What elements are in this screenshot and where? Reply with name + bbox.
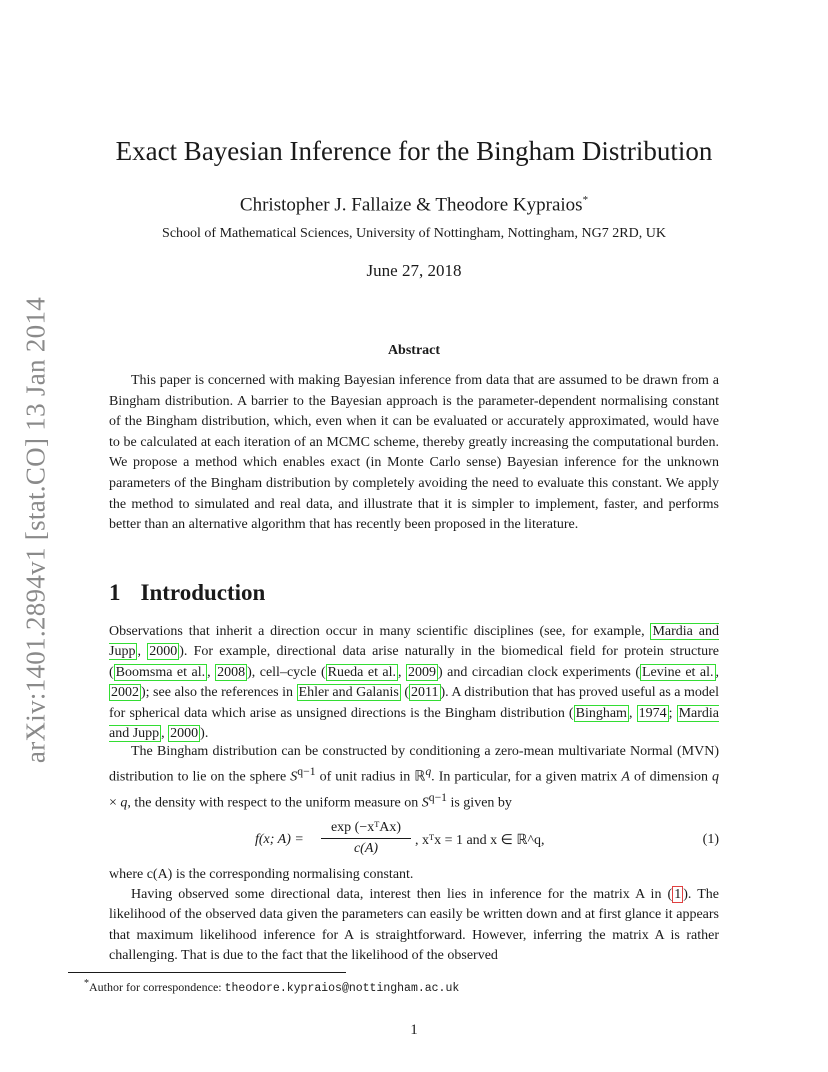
citation-link[interactable]: Mardia and Jupp xyxy=(109,705,720,742)
intro-paragraph-2: The Bingham distribution can be constructed by conditioning a zero-mean multivariate Normal (MVN) distribution to lie on the sphere $S^{q-1}$ of unit radius in ℝ$^q$. In particular, for a given matrix A of dimension q × q, the density with respect to the uniform measure on $S^{q-1}$ is given by xyxy=(109,744,719,812)
equation-lhs: f(x; A) = xyxy=(255,832,304,847)
citation-link[interactable]: Levine et al. xyxy=(641,664,714,680)
intro-paragraph-3: where c(A) is the corresponding normalising constant. xyxy=(109,867,414,882)
citation-year-link[interactable]: 2000 xyxy=(149,644,178,660)
text-run: Having observed some directional data, interest then lies in inference for the matrix A in ( xyxy=(131,887,673,902)
text-run: ). A distribution that has proved useful as a model for spherical data which arise as unsigned directions is the Bingham distribution ( xyxy=(109,685,719,721)
citation-link[interactable]: Ehler and Galanis xyxy=(298,685,399,701)
equation-denominator: c(A) xyxy=(353,841,379,856)
text-run: of dimension xyxy=(629,770,712,786)
intro-paragraph-4 xyxy=(109,885,719,967)
equation-condition: , xᵀx = 1 and x ∈ ℝ^q, xyxy=(415,833,545,848)
date: June 27, 2018 xyxy=(366,261,462,280)
footnote-marker[interactable]: * xyxy=(582,194,589,206)
text-run: ); see also the references in xyxy=(141,685,297,701)
text-run: of unit radius in xyxy=(315,770,415,786)
text-run: , the density with respect to the uniform measure on xyxy=(127,796,422,812)
footnote-text: Author for correspondence: xyxy=(89,980,225,994)
abstract-heading: Abstract xyxy=(387,343,441,358)
footnote-mark: * xyxy=(84,978,89,989)
equation-number: (1) xyxy=(702,832,719,847)
affiliation: School of Mathematical Sciences, University of Nottingham, Nottingham, NG7 2RD, UK xyxy=(162,226,666,241)
abstract-text: This paper is concerned with making Bayesian inference from data that are assumed to be drawn from a Bingham distribution. A barrier to the Bayesian approach is the parameter-dependent normalising constant of the Bingham distribution, which, even when it can be evaluated or accurately approximated, would have to be calculated at each iteration of an MCMC scheme, thereby greatly increasing the computational burden. We propose a method which enables exact (in Monte Carlo sense) Bayesian inference for the unknown parameters of the Bingham distribution by completely avoiding the need to evaluate this constant. We apply the method to simulated and real data, and illustrate that it is simpler to implement, faster, and performs better than an alternative algorithm that has recently been proposed in the literature. xyxy=(109,373,719,533)
intro-paragraph-1: Observations that inherit a direction occur in many scientific disciplines (see, for example, Mardia and Jupp , 2000 ). For example, directional data arise naturally in the biomedical field for protein structure ( Boomsma et al. , 2008 ), cell–cycle ( Rueda et al. , 2009 ) and circadian clock experiments ( Levine et al. , 2002 ); see also the references in Ehler and Galanis ( 2011 ). A distribution that has proved useful as a model for spherical data which arise as unsigned directions is the Bingham distribution ( Bingham , 1974 ; Mardia and Jupp , 2000 ). xyxy=(109,624,720,742)
citation-year-link[interactable]: 1974 xyxy=(638,705,667,721)
page-number: 1 xyxy=(410,1022,418,1038)
citation-year-link[interactable]: 2011 xyxy=(411,685,439,701)
author-line xyxy=(0,194,828,216)
math-sphere: S xyxy=(290,770,298,786)
citation-year-link[interactable]: 2009 xyxy=(408,664,437,680)
text-run: ). xyxy=(200,726,209,742)
text-run: is given by xyxy=(446,796,512,812)
authors: Christopher J. Fallaize & Theodore Kypraios xyxy=(239,194,583,216)
citation-year-link[interactable]: 2002 xyxy=(111,685,139,701)
section-number: 1 xyxy=(109,580,121,605)
text-run: . In particular, for a given matrix xyxy=(431,770,622,786)
text-run: ), cell–cycle ( xyxy=(247,664,326,680)
citation-link[interactable]: Bingham xyxy=(575,705,627,721)
footnote-rule xyxy=(68,972,346,973)
text-run: ). The likelihood of the observed data given the parameters can easily be written down and at first glance it appears that maximum likelihood inference for A is straightforward. However, inferring the matrix A is rather challenging. That is due to the fact that the likelihood of the observed xyxy=(109,887,719,964)
arxiv-identifier-stamp: arXiv:1401.2894v1 [stat.CO] 13 Jan 2014 xyxy=(20,296,51,764)
citation-year-link[interactable]: 2000 xyxy=(170,726,199,742)
paper-title: Exact Bayesian Inference for the Bingham Distribution xyxy=(115,136,713,166)
text-run: The Bingham distribution can be constructed by conditioning a zero-mean multivariate Normal (MVN) distribution to lie on the sphere xyxy=(109,744,719,786)
section-heading xyxy=(109,580,265,606)
equation-reference-link[interactable]: 1 xyxy=(674,887,682,902)
citation-link[interactable]: Boomsma et al. xyxy=(115,664,206,680)
equation-fraction xyxy=(321,820,411,857)
section-title: Introduction xyxy=(140,580,266,605)
citation-link[interactable]: Mardia and Jupp xyxy=(109,624,719,660)
citation-year-link[interactable]: 2008 xyxy=(217,664,246,680)
equation-1 xyxy=(109,818,719,862)
footnote xyxy=(84,978,459,995)
citation-link[interactable]: Rueda et al. xyxy=(327,664,397,680)
equation-numerator: exp (−xᵀAx) xyxy=(321,820,411,839)
text-run: ) and circadian clock experiments ( xyxy=(438,664,640,680)
text-run: Observations that inherit a direction occur in many scientific disciplines (see, for example, xyxy=(109,624,651,639)
correspondence-email[interactable]: theodore.kypraios@nottingham.ac.uk xyxy=(224,982,460,995)
text-run: ). For example, directional data arise naturally in the biomedical field for protein structure ( xyxy=(109,644,719,680)
